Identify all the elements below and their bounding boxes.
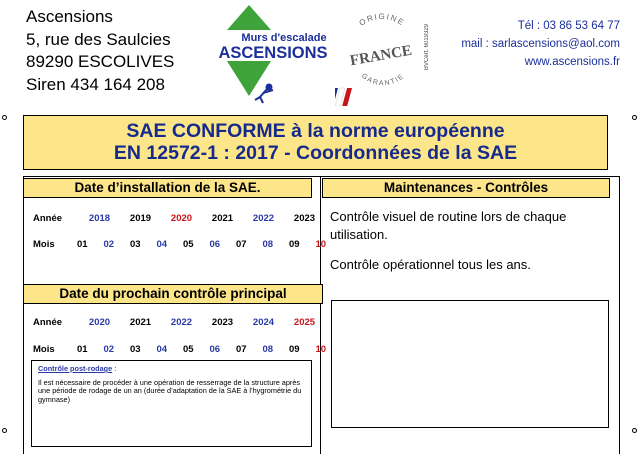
year-value: 2019 xyxy=(129,213,152,224)
year-value: 2023 xyxy=(293,213,316,224)
company-street: 5, rue des Saulcies xyxy=(26,29,171,49)
next-control-header: Date du prochain contrôle principal xyxy=(23,284,323,304)
logo-tagline: Murs d'escalade xyxy=(241,32,327,44)
post-rodage-text: Il est nécessaire de procéder à une opération de resserrage de la structure après une période de rodage de un an (durée d’adaptation de la SAE à l’hygrométrie du gymnase) xyxy=(38,378,302,404)
year-label: Année xyxy=(33,317,63,328)
post-rodage-colon: : xyxy=(112,364,117,373)
month-label: Mois xyxy=(33,344,55,355)
company-siren: Siren 434 164 208 xyxy=(26,74,165,94)
year-value: 2021 xyxy=(129,317,152,328)
install-months xyxy=(69,239,334,250)
month-value: 01 xyxy=(76,344,88,355)
month-value: 10 xyxy=(315,344,327,355)
registration-dot xyxy=(2,115,7,120)
next-years xyxy=(79,317,325,328)
stamp-center: FRANCE xyxy=(348,42,414,70)
install-year-row xyxy=(33,213,325,224)
company-city: 89290 ESCOLIVES xyxy=(26,52,175,71)
maintenance-line-1: Contrôle visuel de routine lors de chaque utilisation. xyxy=(330,209,567,242)
svg-text:GARANTIE xyxy=(360,73,406,88)
month-value: 08 xyxy=(262,344,274,355)
registration-dot xyxy=(632,115,637,120)
climber-icon xyxy=(255,85,273,104)
install-date-header: Date d’installation de la SAE. xyxy=(23,178,312,198)
contact-block xyxy=(461,17,620,71)
company-address xyxy=(26,6,174,96)
contact-phone: Tél : 03 86 53 64 77 xyxy=(517,20,620,32)
post-rodage-title: Contrôle post-rodage xyxy=(38,364,113,373)
month-value: 06 xyxy=(209,239,221,250)
month-value: 06 xyxy=(209,344,221,355)
contact-email: mail : sarlascensions@aol.com xyxy=(461,38,620,50)
year-label: Année xyxy=(33,213,63,224)
registration-dot xyxy=(632,428,637,433)
month-value: 08 xyxy=(262,239,274,250)
contact-website: www.ascensions.fr xyxy=(524,56,620,68)
french-flag-stripes-icon xyxy=(335,88,352,106)
maintenance-text xyxy=(330,208,615,274)
next-month-row xyxy=(33,344,334,355)
post-rodage-note xyxy=(31,360,312,447)
year-value: 2020 xyxy=(170,213,193,224)
registration-dot xyxy=(2,428,7,433)
maintenance-header: Maintenances - Contrôles xyxy=(322,178,610,198)
month-value: 03 xyxy=(129,239,141,250)
month-value: 05 xyxy=(182,344,194,355)
next-year-row xyxy=(33,317,325,328)
month-value: 04 xyxy=(156,344,168,355)
title-line-1: SAE CONFORME à la norme européenne xyxy=(126,120,505,142)
month-label: Mois xyxy=(33,239,55,250)
month-value: 07 xyxy=(235,344,247,355)
year-value: 2023 xyxy=(211,317,234,328)
year-value: 2025 xyxy=(293,317,316,328)
month-value: 10 xyxy=(315,239,327,250)
month-value: 02 xyxy=(103,344,115,355)
year-value: 2021 xyxy=(211,213,234,224)
stamp-top: ORIGINE xyxy=(357,11,407,28)
ascensions-logo xyxy=(203,4,343,104)
month-value: 09 xyxy=(288,239,300,250)
maintenance-line-2: Contrôle opérationnel tous les ans. xyxy=(330,257,531,272)
month-value: 07 xyxy=(235,239,247,250)
title-line-2: EN 12572-1 : 2017 - Coordonnées de la SAE xyxy=(113,142,518,164)
install-years xyxy=(79,213,325,224)
year-value: 2018 xyxy=(88,213,111,224)
month-value: 02 xyxy=(103,239,115,250)
logo-name: ASCENSIONS xyxy=(218,44,328,62)
maintenance-notes-box[interactable] xyxy=(331,300,609,428)
svg-text:ORIGINE xyxy=(358,12,407,28)
year-value: 2022 xyxy=(252,213,275,224)
next-months xyxy=(69,344,334,355)
month-value: 04 xyxy=(156,239,168,250)
stamp-bottom: GARANTIE xyxy=(359,72,407,88)
title-banner xyxy=(23,115,608,170)
company-name: Ascensions xyxy=(26,7,113,26)
origine-france-garantie-stamp xyxy=(335,6,430,106)
year-value: 2024 xyxy=(252,317,275,328)
month-value: 09 xyxy=(288,344,300,355)
month-value: 01 xyxy=(76,239,88,250)
stamp-code: BVCert. 6019329 xyxy=(424,24,430,71)
year-value: 2020 xyxy=(88,317,111,328)
year-value: 2022 xyxy=(170,317,193,328)
month-value: 03 xyxy=(129,344,141,355)
install-month-row xyxy=(33,239,334,250)
month-value: 05 xyxy=(182,239,194,250)
